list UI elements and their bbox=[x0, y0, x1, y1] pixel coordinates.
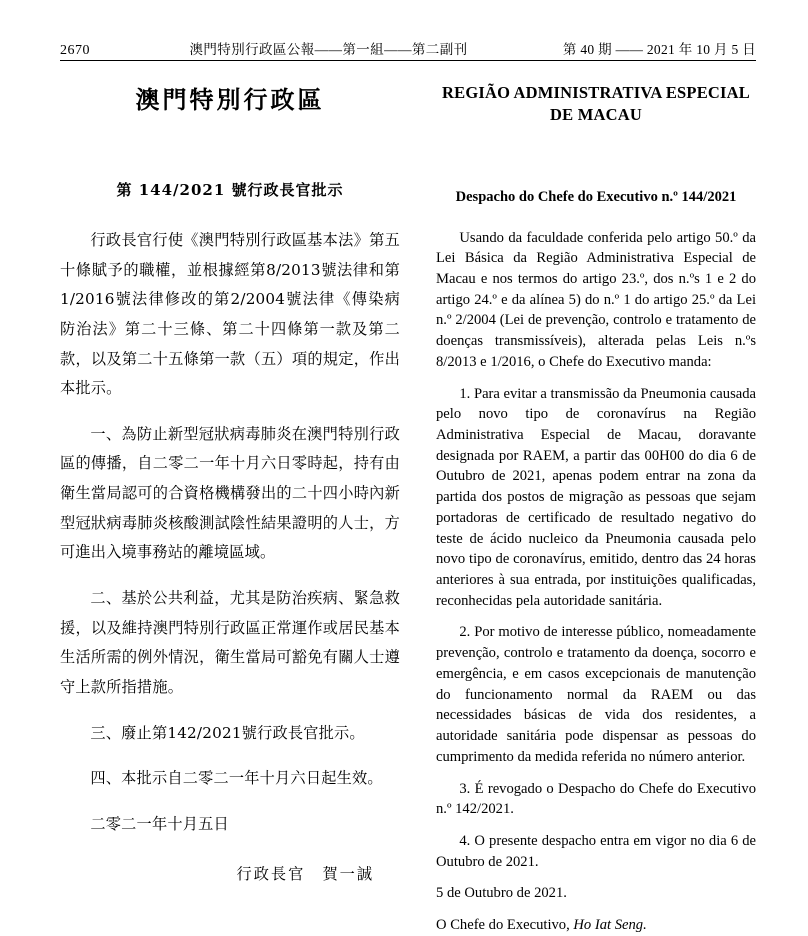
portuguese-column bbox=[436, 70, 757, 934]
portuguese-paragraph-1: 1. Para evitar a transmissão da Pneumonia causada pelo novo tipo de coronavírus na Região Administrativa Especial de Macau, doravante designada por RAEM, a partir das 00H00 do dia 6 de Outubro de 2021, apenas podem entrar na zona da partida dos postos de migração as pessoas que sejam portadoras de certificado de resultado negativo do teste de ácido nucleico da Pneumonia causada pelo novo tipo de coronavírus, emitido, dentro das 24 horas anteriores à sua entrada, por instituições qualificadas, reconhecidas pela autoridade sanitária. bbox=[436, 385, 757, 609]
portuguese-region-title-line1: REGIÃO ADMINISTRATIVA ESPECIAL bbox=[442, 83, 750, 102]
chinese-column bbox=[60, 70, 400, 883]
portuguese-paragraph-2: 2. Por motivo de interesse público, nomeadamente prevenção, controlo e tratamento da doença, socorro e emergência, e em casos excepcionais de manutenção do funcionamento normal da RAEM ou das necessidades básicas de vida dos residentes, a autoridade sanitária pode dispensar as pessoas do cumprimento da medida referida no número anterior. bbox=[436, 624, 756, 765]
chinese-body bbox=[60, 226, 400, 889]
document-columns bbox=[60, 70, 757, 934]
portuguese-region-title-line2: DE MACAU bbox=[550, 105, 642, 125]
chinese-despatch-title: 第 144/2021 號行政長官批示 bbox=[116, 181, 344, 199]
portuguese-region-title bbox=[436, 82, 756, 127]
portuguese-signature-name: Ho Iat Seng. bbox=[573, 917, 647, 934]
page-header bbox=[60, 38, 756, 60]
portuguese-paragraph-3: 3. É revogado o Despacho do Chefe do Executivo n.º 142/2021. bbox=[436, 780, 756, 818]
portuguese-despatch-title: Despacho do Chefe do Executivo n.º 144/2021 bbox=[455, 188, 737, 205]
chinese-signature: 行政長官 賀一誠 bbox=[236, 864, 374, 883]
portuguese-paragraph-0: Usando da faculdade conferida pelo artigo 50.º da Lei Básica da Região Administrativa Especial de Macau e nos termos do artigo 23.º, dos n.ºs 1 e 2 do artigo 24.º e da alínea 5) do n.º 1 do artigo 25.º da Lei n.º 2/2004 (Lei de prevenção, controlo e tratamento de doenças transmissíveis), alterada pelas Leis n.ºs 8/2013 e 1/2016, o Chefe do Executivo manda: bbox=[436, 229, 756, 370]
header-issue-date: 第 40 期 —— 2021 年 10 月 5 日 bbox=[562, 42, 756, 57]
portuguese-signature bbox=[436, 915, 756, 936]
chinese-paragraph-3: 三、廢止第142/2021號行政長官批示。 bbox=[90, 723, 365, 742]
chinese-paragraph-2: 二、基於公共利益，尤其是防治疾病、緊急救援，以及維持澳門特別行政區正常運作或居民基本生活所需的例外情況，衛生當局可豁免有關人士遵守上款所指措施。 bbox=[60, 589, 400, 696]
chinese-paragraph-4: 四、本批示自二零二一年十月六日起生效。 bbox=[90, 769, 383, 788]
header-divider bbox=[60, 60, 756, 61]
portuguese-date: 5 de Outubro de 2021. bbox=[436, 885, 567, 902]
chinese-region-title: 澳門特別行政區 bbox=[135, 85, 325, 114]
portuguese-paragraph-4: 4. O presente despacho entra em vigor no dia 6 de Outubro de 2021. bbox=[436, 832, 756, 870]
chinese-paragraph-1: 一、為防止新型冠狀病毒肺炎在澳門特別行政區的傳播，自二零二一年十月六日零時起，持有由衛生當局認可的合資格機構發出的二十四小時內新型冠狀病毒肺炎核酸測試陰性結果證明的人士，方可進出入境事務站的離境區域。 bbox=[60, 424, 400, 562]
portuguese-signature-prefix: O Chefe do Executivo, bbox=[436, 917, 574, 934]
chinese-paragraph-0: 行政長官行使《澳門特別行政區基本法》第五十條賦予的職權，並根據經第8/2013號法律和第1/2016號法律修改的第2/2004號法律《傳染病防治法》第二十三條、第二十四條第一款及第二款，以及第二十五條第一款（五）項的規定，作出本批示。 bbox=[60, 231, 400, 398]
header-gazette-title: 澳門特別行政區公報——第一組——第二副刊 bbox=[189, 42, 468, 57]
header-page-number: 2670 bbox=[60, 43, 90, 58]
portuguese-body bbox=[436, 228, 756, 936]
chinese-date: 二零二一年十月五日 bbox=[90, 814, 229, 833]
